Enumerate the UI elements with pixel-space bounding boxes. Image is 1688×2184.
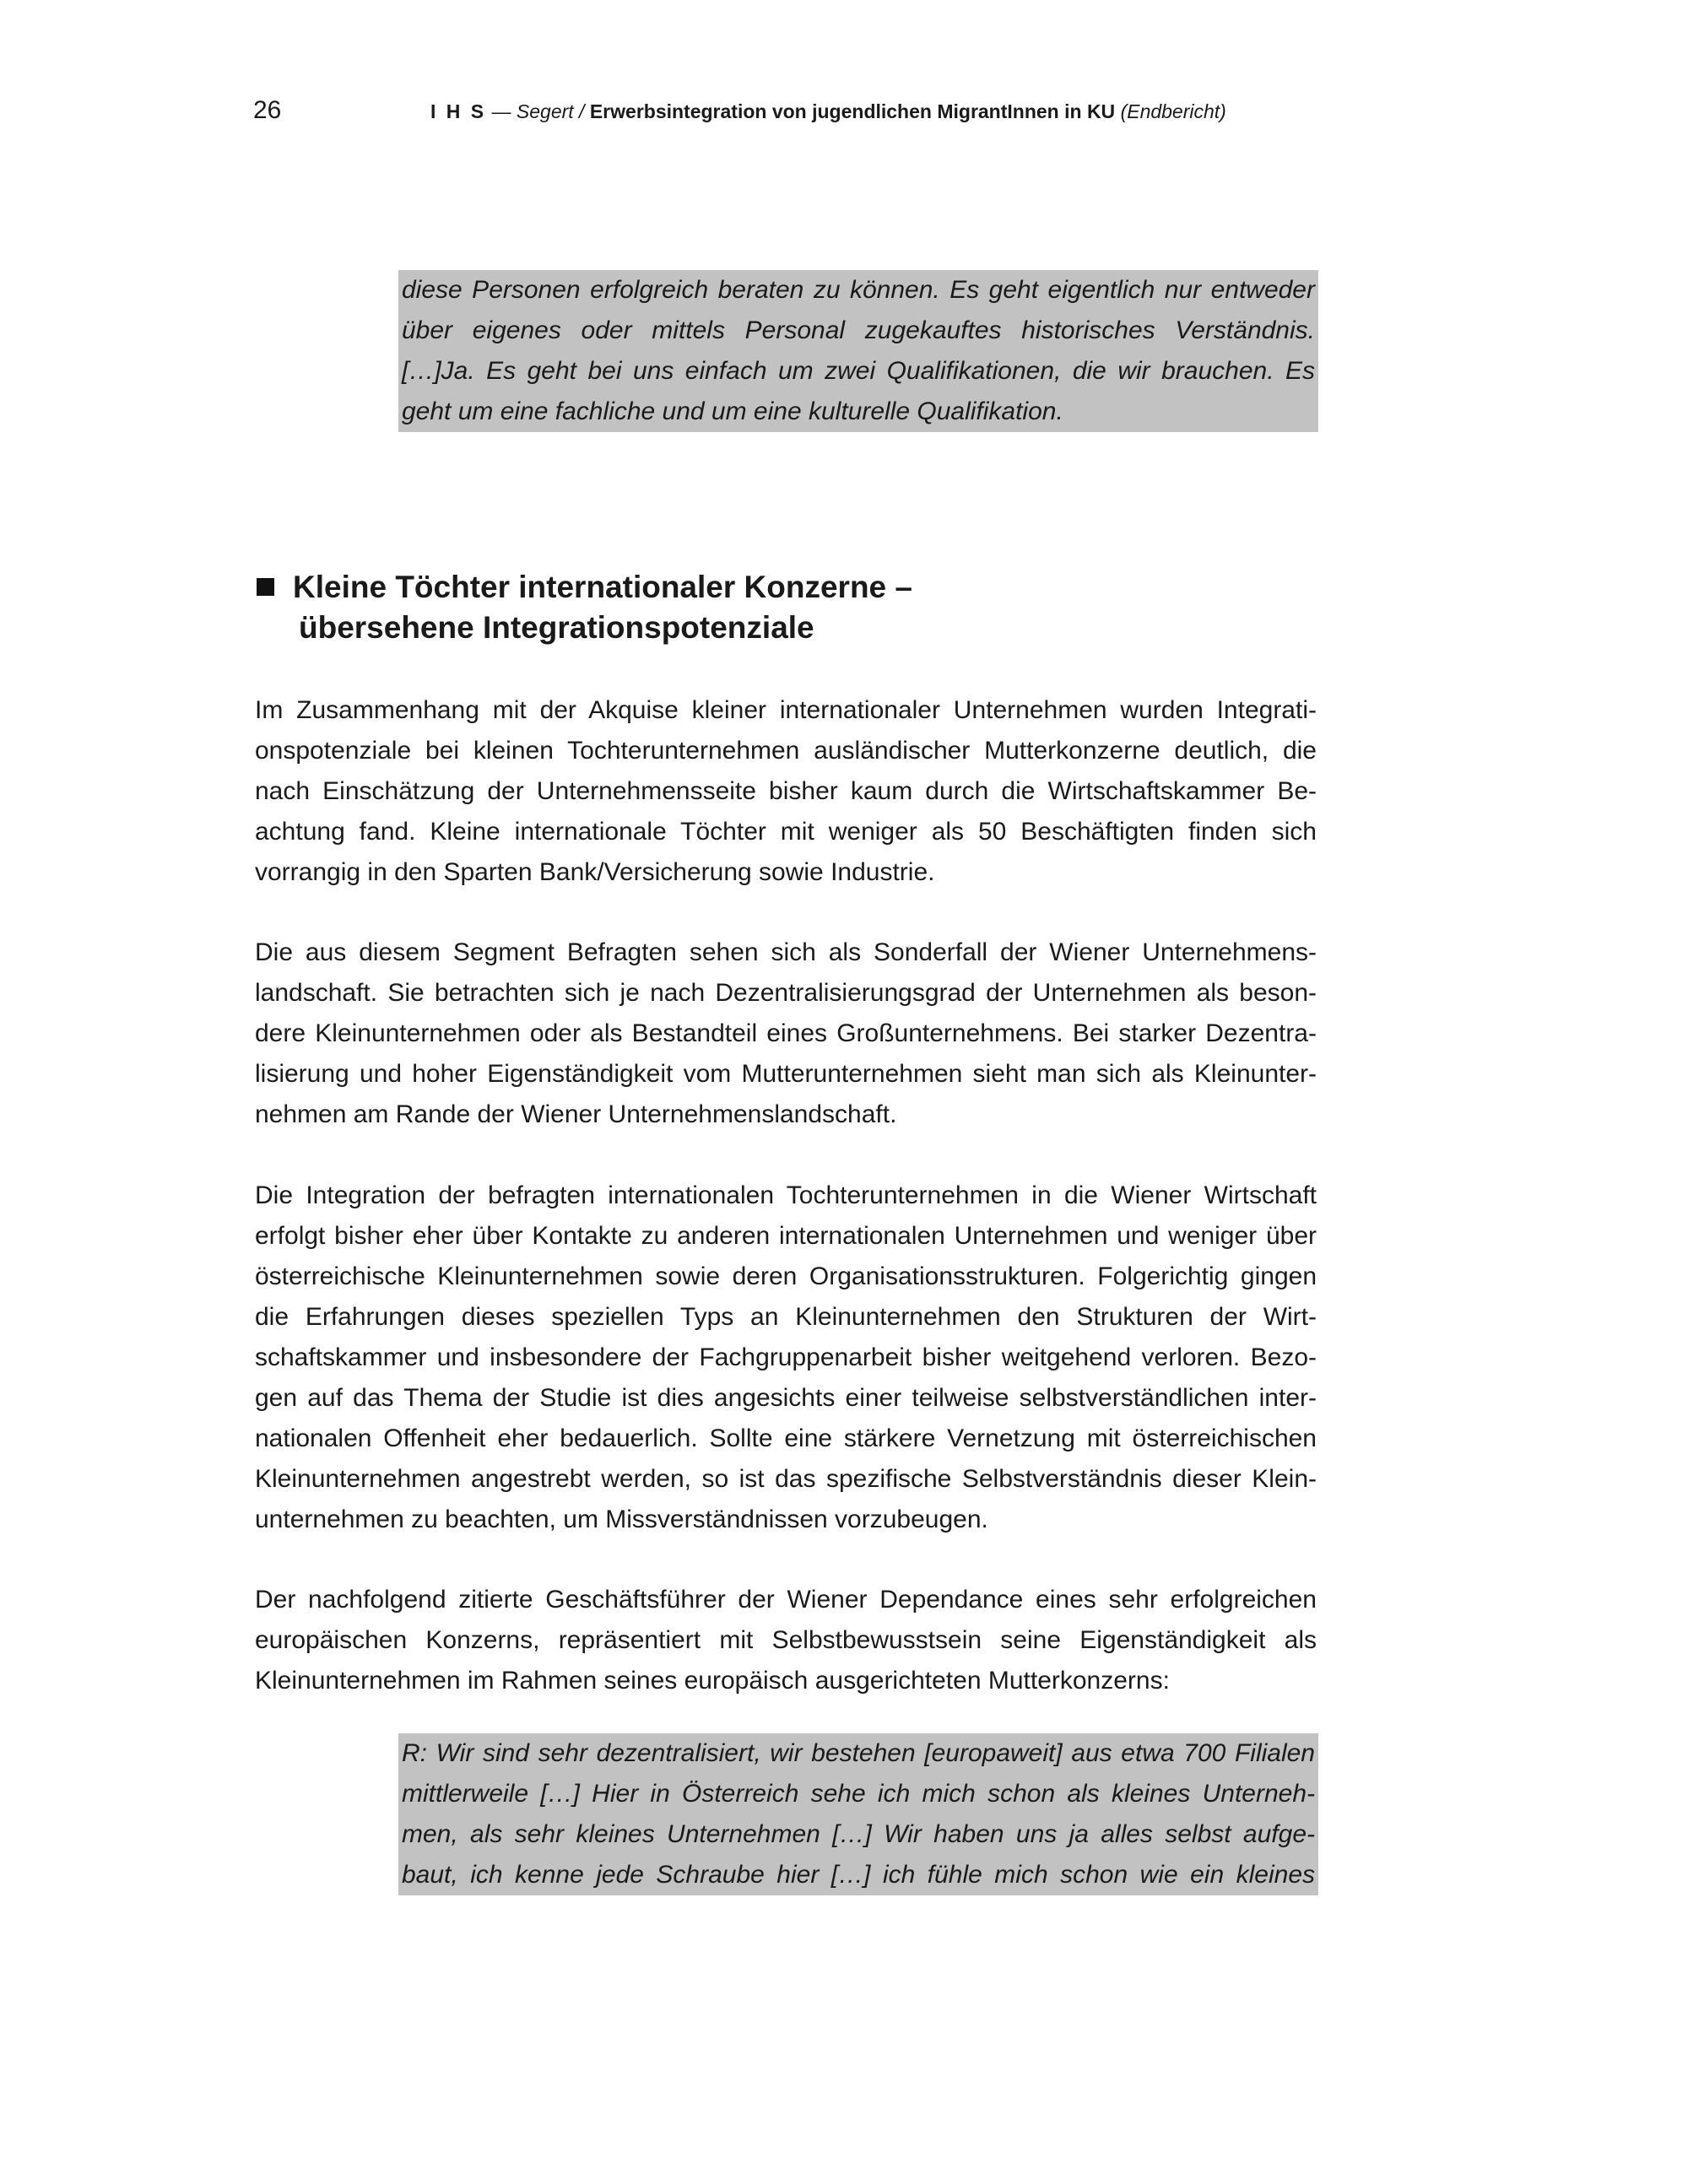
paragraph-line: schaftskammer und insbesondere der Fachgruppenarbeit bisher weitgehend verloren. Bezo- xyxy=(255,1343,1317,1371)
paragraph-line: gen auf das Thema der Studie ist dies angesichts einer teilweise selbstverständlichen inter- xyxy=(255,1384,1317,1412)
header-author: Segert / xyxy=(516,100,590,122)
header-title: Erwerbsintegration von jugendlichen MigrantInnen in KU xyxy=(589,100,1116,122)
quote-line: diese Personen erfolgreich beraten zu können. Es geht eigentlich nur entweder xyxy=(402,276,1315,304)
paragraph-line: vorrangig in den Sparten Bank/Versicherung sowie Industrie. xyxy=(255,858,935,886)
header-dash: — xyxy=(486,100,517,122)
paragraph-line: lisierung und hoher Eigenständigkeit vom Mutterunternehmen sieht man sich als Kleinunter- xyxy=(255,1060,1317,1088)
paragraph-line: unternehmen zu beachten, um Missverständnissen vorzubeugen. xyxy=(255,1506,988,1533)
quote-line: geht um eine fachliche und um eine kulturelle Qualifikation. xyxy=(402,397,1063,425)
quote-line: über eigenes oder mittels Personal zugekauftes historisches Verständnis. xyxy=(402,316,1315,344)
paragraph-line: erfolgt bisher eher über Kontakte zu anderen internationalen Unternehmen und weniger über xyxy=(255,1222,1317,1250)
body-paragraph-4 xyxy=(255,1580,1317,1701)
paragraph-line: die Erfahrungen dieses speziellen Typs an Kleinunternehmen den Strukturen der Wirt- xyxy=(255,1303,1317,1331)
square-bullet-icon xyxy=(257,578,274,596)
paragraph-line: nach Einschätzung der Unternehmensseite bisher kaum durch die Wirtschaftskammer Be- xyxy=(255,777,1317,805)
paragraph-line: achtung fand. Kleine internationale Töchter mit weniger als 50 Beschäftigten finden sich xyxy=(255,818,1317,846)
interview-quote-bottom xyxy=(398,1733,1318,1895)
paragraph-line: Die Integration der befragten internationalen Tochterunternehmen in die Wiener Wirtschaft xyxy=(255,1181,1317,1209)
paragraph-line: onspotenziale bei kleinen Tochterunternehmen ausländischer Mutterkonzerne deutlich, die xyxy=(255,737,1317,765)
running-header xyxy=(430,99,1226,124)
section-heading-line-2: übersehene Integrationspotenziale xyxy=(299,610,814,645)
paragraph-line: Kleinunternehmen im Rahmen seines europäisch ausgerichteten Mutterkonzerns: xyxy=(255,1667,1170,1695)
paragraph-line: nehmen am Rande der Wiener Unternehmenslandschaft. xyxy=(255,1100,897,1128)
paragraph-line: österreichische Kleinunternehmen sowie deren Organisationsstrukturen. Folgerichtig gingen xyxy=(255,1262,1317,1290)
paragraph-line: Die aus diesem Segment Befragten sehen sich als Sonderfall der Wiener Unternehmens- xyxy=(255,938,1317,966)
quote-line: men, als sehr kleines Unternehmen […] Wir haben uns ja alles selbst aufge- xyxy=(402,1820,1315,1848)
page-number: 26 xyxy=(253,96,282,124)
paragraph-line: Kleinunternehmen angestrebt werden, so ist das spezifische Selbstverständnis dieser Klein- xyxy=(255,1465,1317,1493)
quote-line: mittlerweile […] Hier in Österreich sehe ich mich schon als kleines Unterneh- xyxy=(402,1780,1315,1808)
header-suffix: (Endbericht) xyxy=(1120,100,1226,122)
section-heading-line-1: Kleine Töchter internationaler Konzerne – xyxy=(293,570,912,604)
interview-quote-top xyxy=(398,270,1318,432)
paragraph-line: dere Kleinunternehmen oder als Bestandteil eines Großunternehmens. Bei starker Dezentra- xyxy=(255,1019,1317,1047)
body-paragraph-3 xyxy=(255,1176,1317,1540)
paragraph-line: Der nachfolgend zitierte Geschäftsführer der Wiener Dependance eines sehr erfolgreichen xyxy=(255,1586,1317,1614)
paragraph-line: europäischen Konzerns, repräsentiert mit Selbstbewusstsein seine Eigenständigkeit als xyxy=(255,1626,1317,1654)
body-paragraph-2 xyxy=(255,933,1317,1135)
paragraph-line: nationalen Offenheit eher bedauerlich. Sollte eine stärkere Vernetzung mit österreichischen xyxy=(255,1424,1317,1452)
paragraph-line: Im Zusammenhang mit der Akquise kleiner internationaler Unternehmen wurden Integrati- xyxy=(255,696,1317,724)
quote-line: baut, ich kenne jede Schraube hier […] ich fühle mich schon wie ein kleines xyxy=(402,1861,1315,1889)
body-paragraph-1 xyxy=(255,690,1317,893)
quote-line: […]Ja. Es geht bei uns einfach um zwei Qualifikationen, die wir brauchen. Es xyxy=(402,357,1315,385)
header-org: I H S xyxy=(430,100,487,122)
paragraph-line: landschaft. Sie betrachten sich je nach Dezentralisierungsgrad der Unternehmen als beson- xyxy=(255,979,1317,1007)
quote-line: R: Wir sind sehr dezentralisiert, wir bestehen [europaweit] aus etwa 700 Filialen xyxy=(402,1739,1315,1767)
